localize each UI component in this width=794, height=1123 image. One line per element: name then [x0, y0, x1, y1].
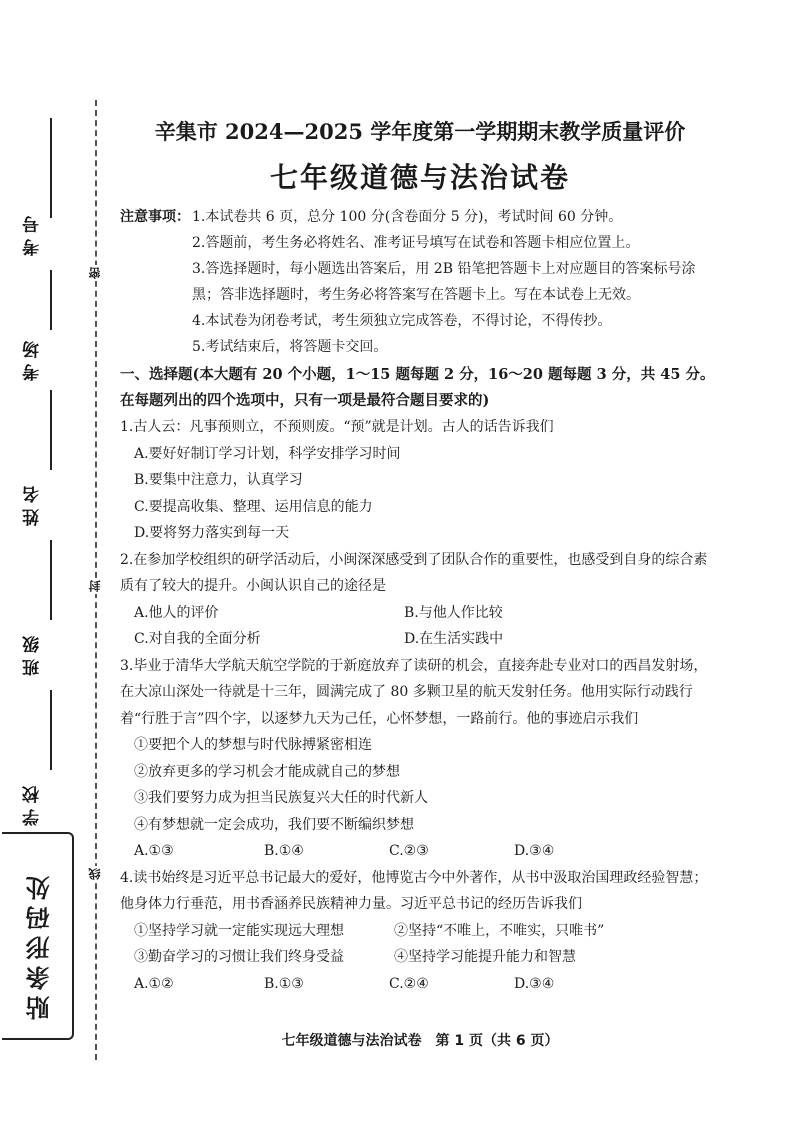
statement-3: ③我们要努力成为担当民族复兴大任的时代新人 — [134, 790, 428, 806]
barcode-label: 贴条形码处 — [26, 870, 54, 1020]
exam-subtitle: 七年级道德与法治试卷 — [269, 161, 570, 194]
field-line-class — [50, 540, 52, 620]
notice-item: 1.本试卷共 6 页，总分 100 分(含卷面分 5 分)，考试时间 60 分钟。 — [192, 209, 623, 225]
option-b: B.①③ — [264, 975, 304, 992]
statement-4: ④有梦想就一定会成功，我们要不断编织梦想 — [134, 816, 414, 833]
question-1 — [120, 414, 720, 547]
seal-mark-mi: 密 — [88, 267, 102, 279]
question-stem: 4.读书始终是习近平总书记最大的爱好，他博览古今中外著作，从书中汲取治国理政经验智慧；他身体力行垂范，用书香涵养民族精神力量。习近平总书记的经历告诉我们 — [120, 869, 708, 912]
option-a: A.他人的评价 — [134, 604, 219, 621]
exam-title: 辛集市 2024—2025 学年度第一学期期末教学质量评价 — [154, 119, 686, 144]
question-stem: 2.在参加学校组织的研学活动后，小闽深深感受到了团队合作的重要性，也感受到自身的综合素质有了较大的提升。小闽认识自己的途径是 — [120, 551, 708, 594]
seal-mark-feng: 封 — [88, 580, 102, 592]
option-b: B.要集中注意力，认真学习 — [134, 472, 303, 488]
statement-1: ①坚持学习就一定能实现远大理想 — [134, 922, 344, 939]
field-label-school: 学校 — [23, 780, 43, 826]
field-line-name — [50, 390, 52, 470]
option-d: D.③④ — [514, 843, 555, 859]
notice-item: 5.考试结束后，将答题卡交回。 — [192, 339, 388, 355]
statement-4: ④坚持学习能提升能力和智慧 — [394, 949, 576, 965]
binding-margin — [0, 0, 110, 1123]
option-a: A.①② — [134, 975, 174, 992]
field-label-class: 班级 — [23, 630, 43, 676]
statement-3: ③勤奋学习的习惯让我们终身受益 — [134, 949, 344, 965]
page-footer: 七年级道德与法治试卷 第 1 页（共 6 页） — [281, 1033, 559, 1049]
seal-mark-xian: 线 — [88, 868, 102, 880]
field-line-exam-number — [50, 118, 52, 218]
option-c: C.②④ — [389, 975, 429, 992]
option-d: D.要将努力落实到每一天 — [134, 525, 290, 541]
option-d: D.在生活实践中 — [404, 631, 504, 647]
statement-2: ②放弃更多的学习机会才能成就自己的梦想 — [134, 763, 400, 780]
option-b: B.与他人作比较 — [404, 604, 503, 621]
option-d: D.③④ — [514, 975, 555, 992]
statement-1: ①要把个人的梦想与时代脉搏紧密相连 — [134, 737, 372, 753]
question-3 — [120, 653, 720, 865]
notice-item: 2.答题前，考生务必将姓名、准考证号填写在试卷和答题卡相应位置上。 — [192, 235, 640, 251]
option-c: C.对自我的全面分析 — [134, 631, 261, 647]
field-line-school — [50, 690, 52, 770]
option-c: C.②③ — [389, 843, 429, 859]
option-b: B.①④ — [264, 843, 304, 859]
section-heading-choice: 一、选择题(本大题有 20 个小题，1～15 题每题 2 分，16～20 题每题 3 分，共 45 分。在每题列出的四个选项中，只有一项是最符合题目要求的) — [120, 366, 715, 409]
question-stem: 1.古人云：凡事预则立，不预则废。“预”就是计划。古人的话告诉我们 — [120, 419, 554, 435]
field-label-exam-number: 考号 — [23, 210, 43, 256]
exam-content — [120, 112, 720, 997]
option-a: A.要好好制订学习计划，科学安排学习时间 — [134, 445, 401, 462]
field-label-name: 姓名 — [23, 480, 43, 526]
notice-block — [120, 204, 720, 360]
option-c: C.要提高收集、整理、运用信息的能力 — [134, 498, 373, 515]
notice-heading: 注意事项： — [120, 209, 190, 225]
field-label-exam-room: 考场 — [23, 335, 43, 381]
statement-2: ②坚持“不唯上，不唯实，只唯书” — [394, 922, 605, 939]
question-4 — [120, 865, 720, 998]
option-a: A.①③ — [134, 843, 174, 859]
question-stem: 3.毕业于清华大学航天航空学院的于新庭放弃了读研的机会，直接奔赴专业对口的西昌发射场，在大凉山深处一待就是十三年，圆满完成了 80 多颗卫星的航天发射任务。他用实际行动践行着“行胜于言”四个字，以逐梦九天为己任，心怀梦想，一路前行。他的事迹启示我们 — [120, 657, 708, 727]
question-2 — [120, 547, 720, 653]
notice-item: 3.答选择题时，每小题选出答案后，用 2B 铅笔把答题卡上对应题目的答案标号涂黑；答非选择题时，考生务必将答案写在答题卡上。写在本试卷上无效。 — [192, 261, 696, 303]
field-line-exam-room — [50, 270, 52, 330]
notice-item: 4.本试卷为闭卷考试，考生须独立完成答卷，不得讨论，不得传抄。 — [192, 313, 612, 329]
